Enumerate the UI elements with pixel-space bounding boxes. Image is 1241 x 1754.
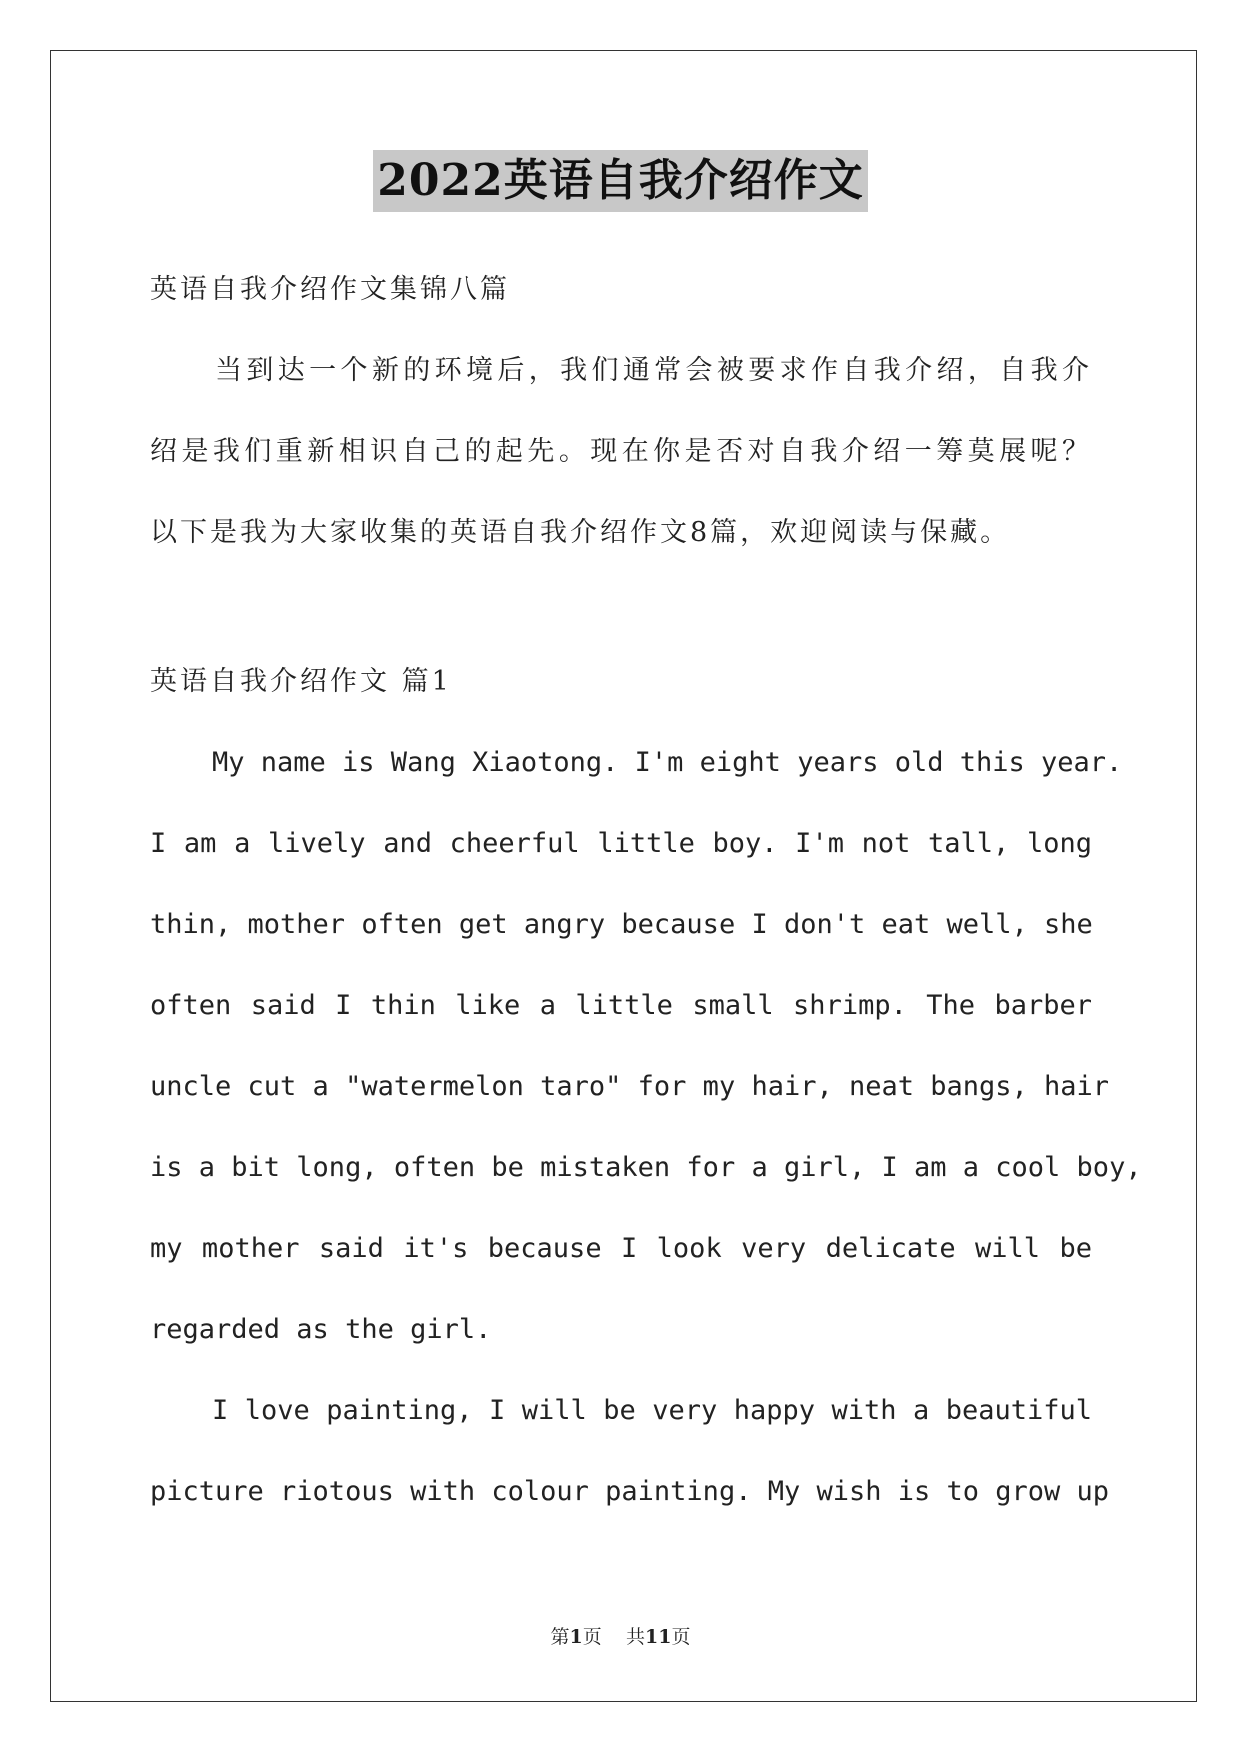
para1-line-1: My name is Wang Xiaotong. I'm eight years old this year.: [212, 747, 1123, 778]
section-gap: [150, 582, 1092, 650]
page-footer: [0, 1622, 1241, 1649]
intro-line-3: 以下是我为大家收集的英语自我介绍作文8篇，欢迎阅读与保藏。: [150, 517, 1011, 548]
document-body: [150, 258, 1142, 1541]
footer-page-suffix: 页: [582, 1626, 602, 1648]
para1-line-8: regarded as the girl.: [150, 1314, 492, 1345]
document-title: 2022英语自我介绍作文: [373, 150, 867, 212]
para2-line-2: picture riotous with colour painting. My wish is to grow up: [150, 1476, 1110, 1507]
para1-line-4: often said I thin like a little small shrimp. The barber: [150, 990, 1092, 1021]
section-heading: 英语自我介绍作文 篇1: [150, 666, 452, 697]
footer-prefix: 第: [550, 1626, 570, 1648]
para1-line-7: my mother said it's because I look very delicate will be: [150, 1233, 1092, 1264]
document-subtitle: 英语自我介绍作文集锦八篇: [150, 274, 510, 305]
footer-total-suffix: 页: [671, 1626, 691, 1648]
intro-line-1: 当到达一个新的环境后，我们通常会被要求作自我介绍，自我介: [215, 355, 1092, 386]
para2-line-1: I love painting, I will be very happy with a beautiful: [212, 1395, 1092, 1426]
footer-total-pages: 11: [644, 1626, 672, 1648]
para1-line-3: thin, mother often get angry because I don't eat well, she: [150, 909, 1093, 940]
title-wrapper: [0, 150, 1241, 212]
footer-total-prefix: 共: [625, 1626, 645, 1648]
para1-line-2: I am a lively and cheerful little boy. I'm not tall, long: [150, 828, 1092, 859]
footer-page-number: 1: [569, 1626, 583, 1648]
para1-line-5: uncle cut a "watermelon taro" for my hair, neat bangs, hair: [150, 1071, 1110, 1102]
para1-line-6: is a bit long, often be mistaken for a girl, I am a cool boy,: [150, 1152, 1142, 1183]
intro-line-2: 绍是我们重新相识自己的起先。现在你是否对自我介绍一筹莫展呢？: [150, 436, 1092, 467]
